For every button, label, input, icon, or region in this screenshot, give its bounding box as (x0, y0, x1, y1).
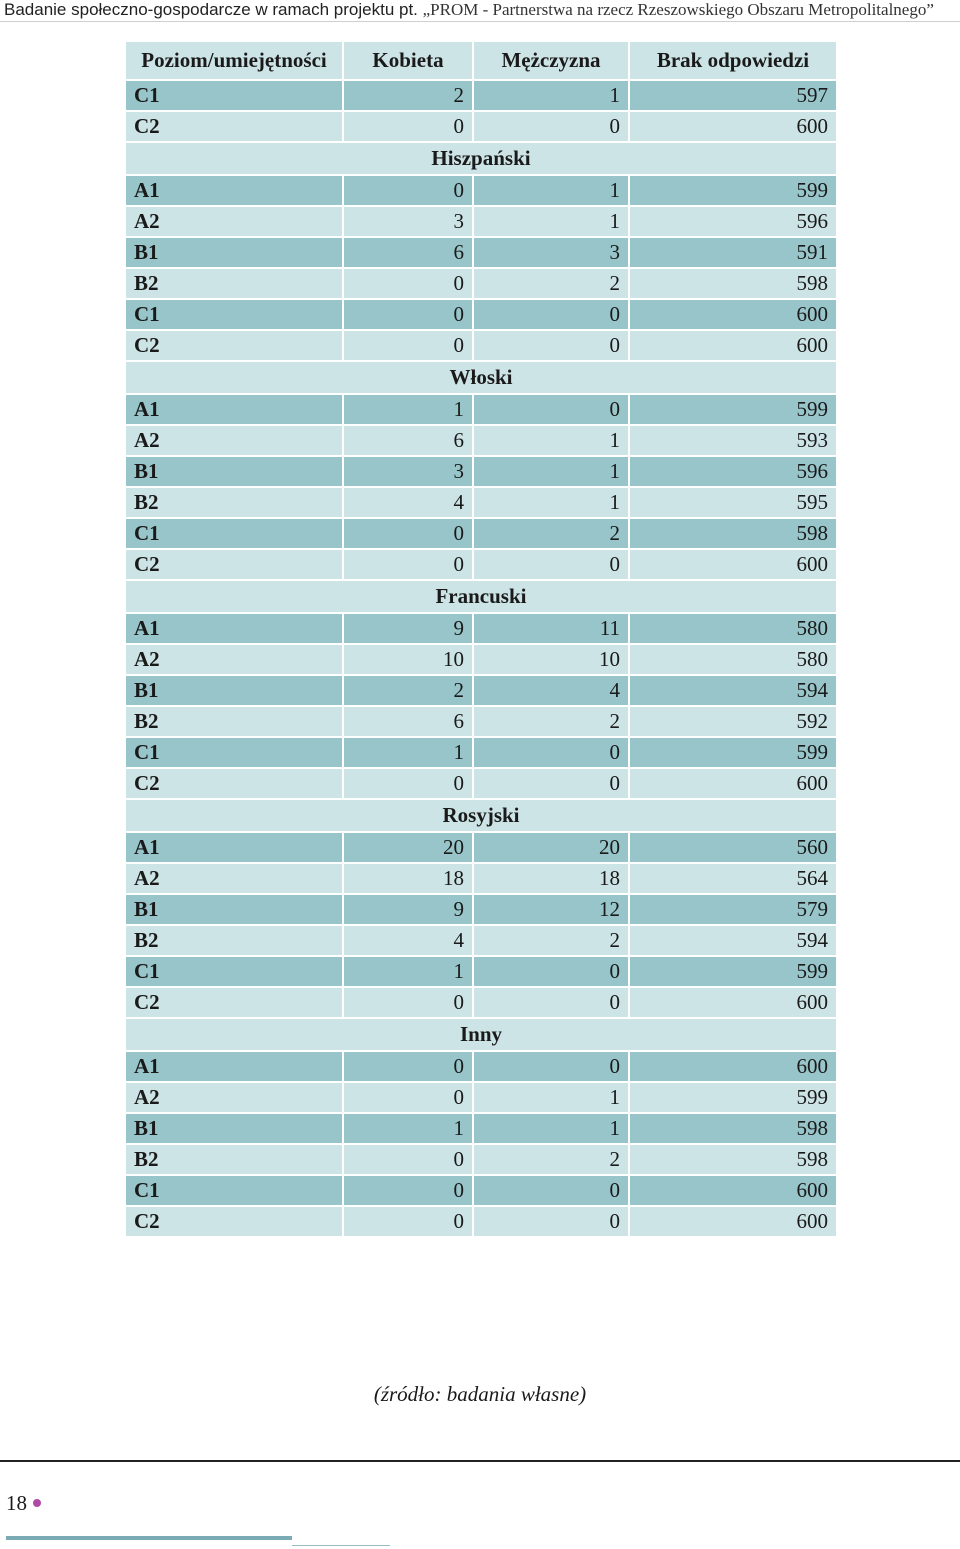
female-count-cell: 0 (343, 1082, 473, 1113)
female-count-cell: 18 (343, 863, 473, 894)
no-answer-count-cell: 580 (629, 644, 837, 675)
male-count-cell: 0 (473, 394, 629, 425)
no-answer-count-cell: 600 (629, 768, 837, 799)
no-answer-count-cell: 599 (629, 737, 837, 768)
no-answer-count-cell: 600 (629, 330, 837, 361)
no-answer-count-cell: 591 (629, 237, 837, 268)
no-answer-count-cell: 600 (629, 1206, 837, 1237)
header-divider (0, 21, 960, 22)
female-count-cell: 6 (343, 706, 473, 737)
male-count-cell: 2 (473, 925, 629, 956)
male-count-cell: 0 (473, 956, 629, 987)
female-count-cell: 0 (343, 1175, 473, 1206)
male-count-cell: 0 (473, 987, 629, 1018)
male-count-cell: 0 (473, 111, 629, 142)
table-row (125, 425, 837, 456)
level-cell: B2 (125, 1144, 343, 1175)
level-cell: A1 (125, 832, 343, 863)
no-answer-count-cell: 599 (629, 394, 837, 425)
male-count-cell: 0 (473, 1175, 629, 1206)
language-section-title: Inny (125, 1018, 837, 1051)
language-section-title: Hiszpański (125, 142, 837, 175)
level-cell: C1 (125, 80, 343, 111)
table-row (125, 456, 837, 487)
male-count-cell: 2 (473, 268, 629, 299)
table-row (125, 925, 837, 956)
level-cell: C1 (125, 299, 343, 330)
language-section-row (125, 361, 837, 394)
table-row (125, 1206, 837, 1237)
table-row (125, 894, 837, 925)
male-count-cell: 1 (473, 206, 629, 237)
table-row (125, 80, 837, 111)
female-count-cell: 1 (343, 737, 473, 768)
table-row (125, 1113, 837, 1144)
table-row (125, 768, 837, 799)
no-answer-count-cell: 564 (629, 863, 837, 894)
language-section-row (125, 799, 837, 832)
table-row (125, 299, 837, 330)
page-number: 18 (6, 1491, 27, 1515)
level-cell: A2 (125, 1082, 343, 1113)
no-answer-count-cell: 580 (629, 613, 837, 644)
no-answer-count-cell: 599 (629, 1082, 837, 1113)
column-header-level: Poziom/umiejętności (125, 41, 343, 80)
female-count-cell: 10 (343, 644, 473, 675)
footer-accent-line (292, 1545, 390, 1546)
female-count-cell: 0 (343, 268, 473, 299)
column-header-male: Mężczyzna (473, 41, 629, 80)
male-count-cell: 1 (473, 80, 629, 111)
male-count-cell: 1 (473, 1113, 629, 1144)
male-count-cell: 0 (473, 299, 629, 330)
female-count-cell: 6 (343, 425, 473, 456)
level-cell: B1 (125, 1113, 343, 1144)
table-source-note: (źródło: badania własne) (373, 1382, 587, 1406)
language-level-table (124, 40, 838, 1238)
table-row (125, 549, 837, 580)
male-count-cell: 0 (473, 1051, 629, 1082)
male-count-cell: 1 (473, 1082, 629, 1113)
no-answer-count-cell: 599 (629, 175, 837, 206)
female-count-cell: 4 (343, 487, 473, 518)
no-answer-count-cell: 596 (629, 456, 837, 487)
male-count-cell: 20 (473, 832, 629, 863)
level-cell: A2 (125, 425, 343, 456)
level-cell: C2 (125, 1206, 343, 1237)
table-row (125, 863, 837, 894)
level-cell: B1 (125, 237, 343, 268)
table-row (125, 175, 837, 206)
male-count-cell: 0 (473, 768, 629, 799)
table-row (125, 613, 837, 644)
table-row (125, 675, 837, 706)
female-count-cell: 20 (343, 832, 473, 863)
male-count-cell: 3 (473, 237, 629, 268)
male-count-cell: 10 (473, 644, 629, 675)
language-section-row (125, 580, 837, 613)
level-cell: A1 (125, 1051, 343, 1082)
language-section-title: Rosyjski (125, 799, 837, 832)
no-answer-count-cell: 600 (629, 987, 837, 1018)
male-count-cell: 0 (473, 330, 629, 361)
bullet-dot-icon (33, 1499, 41, 1507)
female-count-cell: 1 (343, 956, 473, 987)
no-answer-count-cell: 593 (629, 425, 837, 456)
level-cell: C2 (125, 549, 343, 580)
table-row (125, 1144, 837, 1175)
female-count-cell: 0 (343, 111, 473, 142)
male-count-cell: 4 (473, 675, 629, 706)
no-answer-count-cell: 598 (629, 1113, 837, 1144)
language-section-title: Francuski (125, 580, 837, 613)
running-header-project: „PROM - Partnerstwa na rzecz Rzeszowskiego Obszaru Metropolitalnego” (422, 0, 934, 19)
female-count-cell: 0 (343, 1206, 473, 1237)
level-cell: A1 (125, 175, 343, 206)
male-count-cell: 12 (473, 894, 629, 925)
female-count-cell: 0 (343, 518, 473, 549)
male-count-cell: 2 (473, 1144, 629, 1175)
male-count-cell: 0 (473, 1206, 629, 1237)
female-count-cell: 0 (343, 1051, 473, 1082)
table-header-row (125, 41, 837, 80)
no-answer-count-cell: 600 (629, 1051, 837, 1082)
no-answer-count-cell: 600 (629, 299, 837, 330)
no-answer-count-cell: 600 (629, 1175, 837, 1206)
language-section-title: Włoski (125, 361, 837, 394)
level-cell: B1 (125, 894, 343, 925)
table-row (125, 206, 837, 237)
female-count-cell: 0 (343, 768, 473, 799)
female-count-cell: 6 (343, 237, 473, 268)
level-cell: C2 (125, 768, 343, 799)
level-cell: C2 (125, 987, 343, 1018)
male-count-cell: 0 (473, 737, 629, 768)
male-count-cell: 2 (473, 706, 629, 737)
level-cell: B1 (125, 675, 343, 706)
female-count-cell: 2 (343, 80, 473, 111)
male-count-cell: 18 (473, 863, 629, 894)
table-row (125, 111, 837, 142)
table-body (125, 80, 837, 1237)
female-count-cell: 0 (343, 330, 473, 361)
table-row (125, 518, 837, 549)
female-count-cell: 9 (343, 613, 473, 644)
female-count-cell: 0 (343, 299, 473, 330)
female-count-cell: 0 (343, 175, 473, 206)
no-answer-count-cell: 598 (629, 1144, 837, 1175)
table-row (125, 737, 837, 768)
no-answer-count-cell: 594 (629, 925, 837, 956)
footer-divider (0, 1460, 960, 1462)
female-count-cell: 0 (343, 549, 473, 580)
no-answer-count-cell: 597 (629, 80, 837, 111)
running-header-title: Badanie społeczno-gospodarcze w ramach projektu pt. (4, 0, 423, 19)
running-header (4, 0, 956, 20)
no-answer-count-cell: 599 (629, 956, 837, 987)
level-cell: C2 (125, 111, 343, 142)
level-cell: B2 (125, 925, 343, 956)
no-answer-count-cell: 592 (629, 706, 837, 737)
table-row (125, 706, 837, 737)
column-header-no-answer: Brak odpowiedzi (629, 41, 837, 80)
language-section-row (125, 1018, 837, 1051)
female-count-cell: 1 (343, 1113, 473, 1144)
table-row (125, 832, 837, 863)
level-cell: A1 (125, 613, 343, 644)
table-row (125, 237, 837, 268)
level-cell: A2 (125, 206, 343, 237)
no-answer-count-cell: 560 (629, 832, 837, 863)
level-cell: A2 (125, 644, 343, 675)
female-count-cell: 9 (343, 894, 473, 925)
table-row (125, 644, 837, 675)
table-row (125, 330, 837, 361)
male-count-cell: 1 (473, 175, 629, 206)
male-count-cell: 2 (473, 518, 629, 549)
table-row (125, 1051, 837, 1082)
male-count-cell: 11 (473, 613, 629, 644)
male-count-cell: 0 (473, 549, 629, 580)
male-count-cell: 1 (473, 487, 629, 518)
level-cell: B2 (125, 487, 343, 518)
table-row (125, 268, 837, 299)
female-count-cell: 3 (343, 206, 473, 237)
male-count-cell: 1 (473, 456, 629, 487)
table-row (125, 1082, 837, 1113)
language-section-row (125, 142, 837, 175)
no-answer-count-cell: 600 (629, 111, 837, 142)
female-count-cell: 0 (343, 987, 473, 1018)
no-answer-count-cell: 579 (629, 894, 837, 925)
level-cell: C1 (125, 956, 343, 987)
level-cell: C1 (125, 737, 343, 768)
no-answer-count-cell: 598 (629, 268, 837, 299)
level-cell: C2 (125, 330, 343, 361)
female-count-cell: 4 (343, 925, 473, 956)
table-row (125, 1175, 837, 1206)
level-cell: A2 (125, 863, 343, 894)
table-row (125, 987, 837, 1018)
table-row (125, 487, 837, 518)
level-cell: C1 (125, 518, 343, 549)
female-count-cell: 0 (343, 1144, 473, 1175)
female-count-cell: 3 (343, 456, 473, 487)
no-answer-count-cell: 595 (629, 487, 837, 518)
table-row (125, 956, 837, 987)
level-cell: C1 (125, 1175, 343, 1206)
no-answer-count-cell: 594 (629, 675, 837, 706)
footer-accent-bar (6, 1536, 292, 1540)
table-row (125, 394, 837, 425)
no-answer-count-cell: 596 (629, 206, 837, 237)
no-answer-count-cell: 598 (629, 518, 837, 549)
level-cell: A1 (125, 394, 343, 425)
no-answer-count-cell: 600 (629, 549, 837, 580)
column-header-female: Kobieta (343, 41, 473, 80)
male-count-cell: 1 (473, 425, 629, 456)
female-count-cell: 1 (343, 394, 473, 425)
level-cell: B2 (125, 706, 343, 737)
level-cell: B1 (125, 456, 343, 487)
female-count-cell: 2 (343, 675, 473, 706)
level-cell: B2 (125, 268, 343, 299)
